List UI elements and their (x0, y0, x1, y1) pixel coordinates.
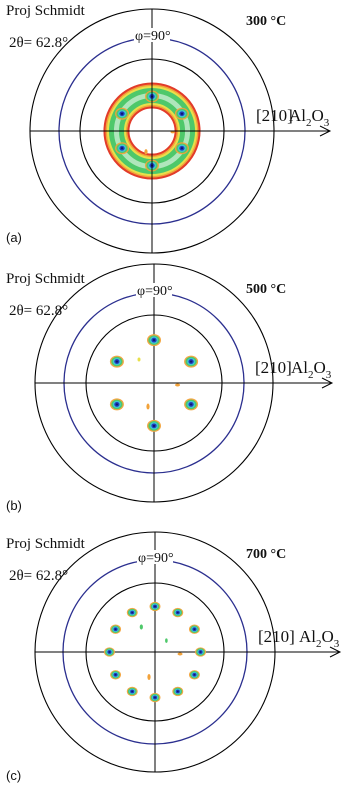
minor-spot (140, 624, 143, 629)
minor-spot (146, 404, 149, 410)
texture-spot (184, 356, 198, 368)
texture-spot (184, 398, 198, 410)
two-theta-label: 2θ= 62.8° (9, 303, 69, 319)
degree-symbol: ° (62, 303, 69, 319)
texture-spot (189, 670, 200, 679)
substrate-mid: O (313, 358, 326, 377)
two-theta-label: 2θ= 62.8° (9, 568, 69, 584)
texture-spot (150, 693, 161, 702)
degree-symbol: ° (62, 568, 69, 584)
texture-spot (115, 142, 129, 154)
phi-label: φ=90° (138, 551, 174, 566)
texture-spot (172, 608, 183, 617)
pole-figure-panel (6, 532, 340, 783)
substrate-sub2: 3 (323, 117, 330, 129)
minor-spot (147, 674, 150, 680)
substrate-sub1: 2 (316, 638, 322, 650)
panel-letter: (b) (6, 498, 22, 513)
minor-spot (138, 357, 141, 361)
pole-figure-panel (6, 264, 332, 513)
substrate-mid: O (321, 627, 334, 646)
substrate-label (289, 106, 330, 129)
panel-letter: (c) (6, 768, 22, 783)
substrate-base: Al (299, 627, 316, 646)
texture-spot (127, 608, 138, 617)
degree-symbol: ° (62, 35, 69, 51)
substrate-base: Al (291, 358, 308, 377)
two-theta-label: 2θ= 62.8° (9, 35, 69, 51)
substrate-label (299, 627, 340, 650)
direction-label: [210] (255, 358, 292, 377)
texture-spot (110, 670, 121, 679)
temperature-label: 300 °C (246, 14, 287, 29)
projection-label: Proj Schmidt (6, 3, 85, 19)
texture-spot (110, 625, 121, 634)
direction-label: [210] (258, 627, 295, 646)
texture-spot (175, 142, 189, 154)
pole-figure-panel (6, 3, 330, 253)
minor-spot (165, 638, 168, 642)
substrate-sub1: 2 (306, 117, 312, 129)
texture-spot (104, 647, 115, 656)
texture-spot (175, 108, 189, 120)
temperature-label: 700 °C (246, 547, 287, 562)
texture-spot (127, 687, 138, 696)
substrate-sub1: 2 (308, 369, 314, 381)
projection-label: Proj Schmidt (6, 271, 85, 287)
phi-label: φ=90° (135, 29, 171, 44)
texture-spot (147, 334, 161, 346)
minor-spot (178, 653, 183, 656)
panel-letter: (a) (6, 230, 22, 245)
texture-spot (110, 398, 124, 410)
texture-spot (189, 625, 200, 634)
projection-label: Proj Schmidt (6, 536, 85, 552)
phi-label: φ=90° (137, 284, 173, 299)
substrate-label (291, 358, 332, 381)
substrate-sub2: 3 (333, 638, 340, 650)
substrate-mid: O (311, 106, 324, 125)
texture-spot (110, 356, 124, 368)
minor-spot (175, 384, 180, 387)
substrate-base: Al (289, 106, 306, 125)
substrate-sub2: 3 (325, 369, 332, 381)
texture-spot (172, 687, 183, 696)
direction-label: [210] (256, 106, 293, 125)
texture-spot (115, 108, 129, 120)
texture-spot (150, 602, 161, 611)
texture-spot (195, 647, 206, 656)
minor-spot (144, 149, 147, 154)
temperature-label: 500 °C (246, 282, 287, 297)
texture-spot (147, 420, 161, 432)
